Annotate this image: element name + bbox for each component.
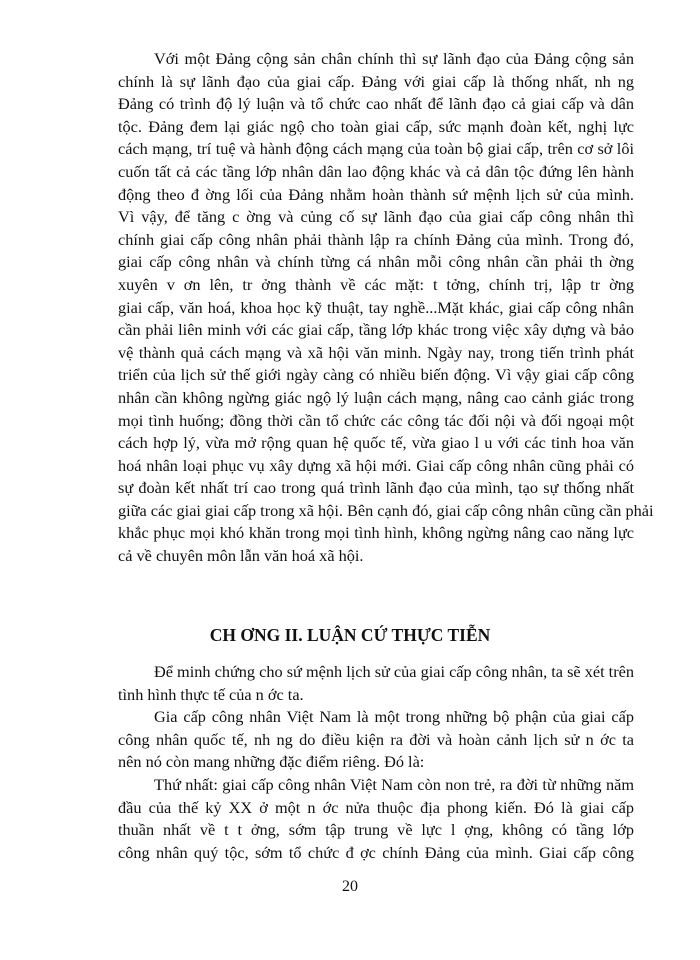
text-line: giai cấp công nhân và chính từng cá nhân mỗi công nhân cần phải th ờng [118,252,634,272]
text-line: Vì vậy, để tăng c ờng và củng cố sự lãnh đạo của giai cấp công nhân thì [118,207,634,227]
text-line: cần phải liên minh với các giai cấp, tầng lớp khác trong việc xây dựng và bảo [118,320,634,340]
text-line: mọi tình huống; đồng thời cần tổ chức các công tác đối nội và đối ngoại một [118,410,634,430]
text-line: chính giai cấp công nhân phải thành lập ra chính Đảng của mình. Trong đó, [118,229,634,249]
text-line: khắc phục mọi khó khăn trong mọi tình hình, không ngừng nâng cao năng lực [118,523,634,543]
text-line: hoá nhân loại phục vụ xây dựng xã hội mới. Giai cấp công nhân cũng phải có [118,455,634,475]
text-line: vệ thành quả cách mạng và xã hội văn minh. Ngày nay, trong tiến trình phát [118,342,634,362]
text-line: giữa các giai giai cấp trong xã hội. Bên cạnh đó, giai cấp công nhân cũng cần phải [118,500,654,520]
text-line: Thứ nhất: giai cấp công nhân Việt Nam còn non trẻ, ra đời từ những năm [154,774,634,794]
chapter-heading: CH ƠNG II. LUẬN CỨ THỰC TIỄN [209,625,491,645]
text-line: công nhân quốc tế, nh ng do điều kiện ra đời và hoàn cảnh lịch sử n ớc ta [118,729,634,749]
paragraph-party-leadership [118,48,654,568]
text-line: cách mạng, trí tuệ và hành động cách mạng của toàn bộ giai cấp, trên cơ sở lôi [118,139,634,159]
text-line: Để minh chứng cho sứ mệnh lịch sử của giai cấp công nhân, ta sẽ xét trên [154,662,634,681]
text-line: cách hợp lý, vừa mở rộng quan hệ quốc tế, vừa giao l u với các tinh hoa văn [118,433,634,453]
text-line: Gia cấp công nhân Việt Nam là một trong những bộ phận của giai cấp [154,707,634,727]
page-number: 20 [342,878,358,895]
text-line: tộc. Đảng đem lại giác ngộ cho toàn giai cấp, sức mạnh đoàn kết, nghị lực [118,116,634,136]
paragraph-practical-basis [118,661,634,864]
text-line: nên nó còn mang những đặc điểm riêng. Đó là: [118,752,425,772]
text-line: công nhân quý tộc, sớm tổ chức đ ợc chính Đảng của mình. Giai cấp công [118,842,634,862]
text-line: xuyên v ơn lên, tr ởng thành về các mặt: t tởng, chính trị, lập tr ờng [118,274,634,294]
text-line: triển của lịch sử thế giới ngày càng có nhiều biến động. Vì vậy giai cấp công [118,365,634,385]
text-line: chính là sự lãnh đạo của giai cấp. Đảng với giai cấp là thống nhất, nh ng [118,71,634,91]
text-line: sự đoàn kết nhất trí cao trong quá trình lãnh đạo của mình, tạo sự thống nhất [118,478,634,498]
text-line: đầu của thế kỷ XX ở một n ớc nửa thuộc địa phong kiến. Đó là giai cấp [118,797,634,817]
text-line: cả về chuyên môn lẫn văn hoá xã hội. [118,546,364,566]
text-line: Với một Đảng cộng sản chân chính thì sự lãnh đạo của Đảng cộng sản [154,49,634,68]
text-line: nhân cần không ngừng giác ngộ lý luận cách mạng, nâng cao cảnh giác trong [118,387,634,407]
text-line: động theo đ ờng lối của Đảng nhằm hoàn thành sứ mệnh lịch sử của mình. [118,184,634,204]
text-line: giai cấp, văn hoá, khoa học kỹ thuật, tay nghề...Mặt khác, giai cấp công nhân [118,297,634,317]
text-line: tình hình thực tế của n ớc ta. [118,684,304,704]
text-line: Đảng có trình độ lý luận và tổ chức cao nhất để lãnh đạo cả giai cấp và dân [118,94,634,114]
text-line: thuần nhất về t t ởng, sớm tập trung về lực l ợng, không có tầng lớp [118,820,634,840]
text-line: cuốn tất cả các tầng lớp nhân dân lao động khác và cả dân tộc đứng lên hành [118,161,634,181]
